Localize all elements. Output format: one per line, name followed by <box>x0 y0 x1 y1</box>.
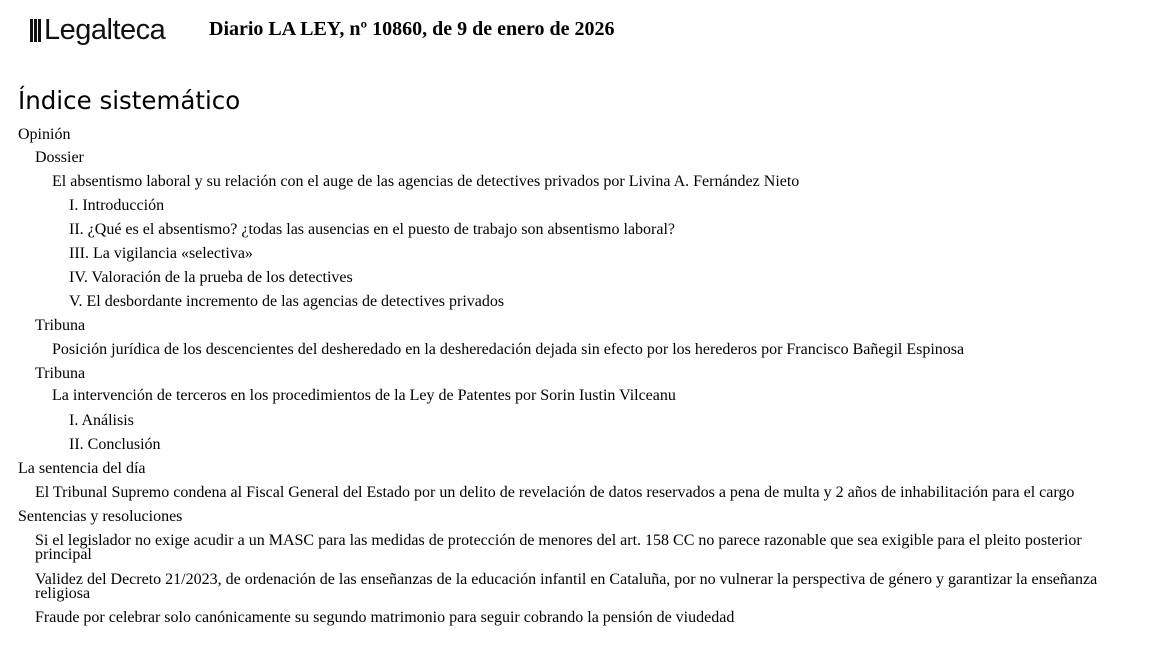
article-section[interactable]: I. Introducción <box>69 197 165 214</box>
article-section[interactable]: II. Conclusión <box>69 436 161 453</box>
issue-title: Diario LA LEY, nº 10860, de 9 de enero de 2026 <box>209 18 615 40</box>
subsection-tribuna[interactable]: Tribuna <box>35 365 86 382</box>
section-opinion[interactable]: Opinión <box>18 126 71 143</box>
article-fraude-viudedad[interactable]: Fraude por celebrar solo canónicamente su segundo matrimonio para seguir cobrando la pensión de viudedad <box>35 609 735 626</box>
index-title: Índice sistemático <box>18 86 241 115</box>
section-sentencia-del-dia[interactable]: La sentencia del día <box>18 460 146 477</box>
legalteca-logo[interactable] <box>30 14 165 47</box>
logo-bars-icon <box>30 19 42 42</box>
article-section[interactable]: I. Análisis <box>69 412 134 429</box>
article-masc[interactable]: Si el legislador no exige acudir a un MASC para las medidas de protección de menores del art. 158 CC no parece razonable que sea exigible para el pleito posterior principal <box>35 532 1082 563</box>
article-tribunal-supremo[interactable]: El Tribunal Supremo condena al Fiscal General del Estado por un delito de revelación de datos reservados a pena de multa y 2 años de inhabilitación para el cargo <box>35 484 1075 501</box>
section-sentencias-resoluciones[interactable]: Sentencias y resoluciones <box>18 508 183 525</box>
article-section[interactable]: IV. Valoración de la prueba de los detectives <box>69 269 353 286</box>
article-section[interactable]: II. ¿Qué es el absentismo? ¿todas las ausencias en el puesto de trabajo son absentismo laboral? <box>69 221 676 238</box>
subsection-tribuna[interactable]: Tribuna <box>35 317 86 334</box>
article-section[interactable]: V. El desbordante incremento de las agencias de detectives privados <box>69 293 505 310</box>
article-patentes[interactable]: La intervención de terceros en los procedimientos de la Ley de Patentes por Sorin Iustin Vilceanu <box>52 387 676 404</box>
logo-text: Legalteca <box>44 13 166 46</box>
header <box>30 10 165 50</box>
article-desheredacion[interactable]: Posición jurídica de los descencientes del desheredado en la desheredación dejada sin efecto por los herederos por Francisco Bañegil Espinosa <box>52 341 965 358</box>
article-section[interactable]: III. La vigilancia «selectiva» <box>69 245 253 262</box>
subsection-dossier[interactable]: Dossier <box>35 149 84 166</box>
article-decreto-cataluna[interactable]: Validez del Decreto 21/2023, de ordenación de las enseñanzas de la educación infantil en Cataluña, por no vulnerar la perspectiva de género y garantizar la enseñanza religiosa <box>35 571 1098 602</box>
article-absentismo[interactable]: El absentismo laboral y su relación con el auge de las agencias de detectives privados por Livina A. Fernández Nieto <box>52 173 800 190</box>
